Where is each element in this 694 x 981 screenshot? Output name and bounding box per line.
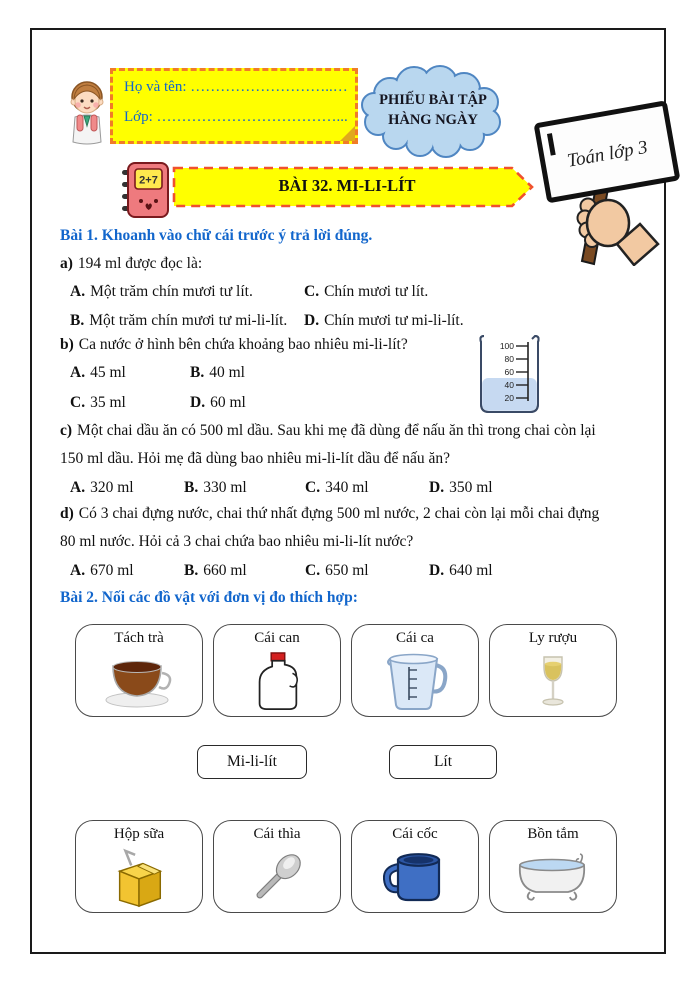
- teacup-icon: [103, 655, 175, 709]
- student-avatar-icon: [62, 80, 112, 148]
- jug-icon: [248, 652, 306, 712]
- bathtub-icon: [516, 852, 590, 904]
- card-label: Cái can: [254, 630, 300, 646]
- measuring-beaker-icon: [475, 333, 543, 415]
- name-field: Họ và tên: ………………………..…: [124, 79, 348, 95]
- beaker-scale-40: 40: [504, 380, 514, 390]
- object-card-measuring-cup: [351, 624, 479, 717]
- option: B. 40 ml: [190, 364, 245, 381]
- card-label: Cái thìa: [253, 826, 301, 842]
- card-label: Ly rượu: [528, 630, 578, 646]
- option: C. Chín mươi tư lít.: [304, 283, 429, 300]
- object-card-teacup: [75, 624, 203, 717]
- student-info-box: [110, 68, 358, 144]
- sign-text: Toán lớp 3: [565, 136, 650, 172]
- option: D. 350 ml: [429, 479, 493, 496]
- notebook-icon: [118, 161, 170, 219]
- class-field: Lớp: ………………………………...: [124, 109, 348, 125]
- object-card-bathtub: [489, 820, 617, 913]
- unit-label: Mi-li-lít: [227, 753, 277, 770]
- question-b-text: Ca nước ở hình bên chứa khoảng bao nhiêu mi-li-lít?: [78, 336, 408, 353]
- question-c-line2: 150 ml dầu. Hỏi mẹ đã dùng bao nhiêu mi-li-lít dầu để nấu ăn?: [60, 450, 450, 467]
- question-a-text: 194 ml được đọc là:: [77, 255, 203, 272]
- beaker-scale-60: 60: [504, 367, 514, 377]
- option: A. Một trăm chín mươi tư lít.: [70, 283, 253, 300]
- milk-carton-icon: [109, 848, 169, 908]
- option: C. 650 ml: [305, 562, 369, 579]
- object-card-mug: [351, 820, 479, 913]
- card-label: Cái ca: [396, 630, 434, 646]
- card-label: Bồn tắm: [527, 826, 579, 842]
- question-d-label: d): [60, 505, 74, 522]
- option: A. 45 ml: [70, 364, 126, 381]
- notebook-badge-text: 2+7: [139, 174, 158, 187]
- option: C. 340 ml: [305, 479, 369, 496]
- option: B. Một trăm chín mươi tư mi-li-lít.: [70, 312, 288, 329]
- card-label: Cái cốc: [392, 826, 438, 842]
- option: B. 330 ml: [184, 479, 247, 496]
- sheet-title: [368, 90, 498, 130]
- folded-corner: [340, 126, 355, 141]
- object-card-wine-glass: [489, 624, 617, 717]
- hand-sign-illustration: [504, 56, 684, 266]
- option: D. 60 ml: [190, 394, 246, 411]
- sheet-title-line1: PHIẾU BÀI TẬP: [379, 92, 487, 108]
- beaker-scale-20: 20: [504, 393, 514, 403]
- question-b: [60, 336, 408, 354]
- object-card-jug: [213, 624, 341, 717]
- page-border: [30, 28, 666, 954]
- unit-card-liter: [389, 745, 497, 779]
- lesson-title: BÀI 32. MI-LI-LÍT: [278, 176, 416, 195]
- card-label: Hộp sữa: [113, 826, 165, 842]
- question-a: [60, 255, 202, 273]
- option: D. 640 ml: [429, 562, 493, 579]
- option: C. 35 ml: [70, 394, 126, 411]
- question-d-line1: d) Có 3 chai đựng nước, chai thứ nhất đựng 500 ml nước, 2 chai còn lại mỗi chai đựng: [60, 505, 600, 522]
- option: B. 660 ml: [184, 562, 247, 579]
- unit-card-milliliter: [197, 745, 307, 779]
- mug-icon: [383, 851, 447, 905]
- measuring-cup-icon: [382, 653, 448, 711]
- sheet-title-line2: HÀNG NGÀY: [388, 112, 478, 128]
- option: D. Chín mươi tư mi-li-lít.: [304, 312, 464, 329]
- beaker-scale-80: 80: [504, 354, 514, 364]
- exercise1-heading: Bài 1. Khoanh vào chữ cái trước ý trả lời đúng.: [60, 227, 373, 244]
- option: A. 670 ml: [70, 562, 134, 579]
- object-card-spoon: [213, 820, 341, 913]
- card-label: Tách trà: [114, 630, 164, 646]
- question-d-line2: 80 ml nước. Hỏi cả 3 chai chứa bao nhiêu mi-li-lít nước?: [60, 533, 414, 550]
- object-card-milk-carton: [75, 820, 203, 913]
- question-c-line1: c) Một chai dầu ăn có 500 ml dầu. Sau khi mẹ đã dùng để nấu ăn thì trong chai còn lại: [60, 422, 596, 439]
- question-c-label: c): [60, 422, 73, 439]
- wine-glass-icon: [537, 656, 569, 708]
- option: A. 320 ml: [70, 479, 134, 496]
- beaker-scale-100: 100: [499, 341, 514, 351]
- exercise2-heading: Bài 2. Nối các đồ vật với đơn vị đo thích hợp:: [60, 589, 358, 606]
- question-b-label: b): [60, 336, 74, 353]
- spoon-icon: [246, 849, 308, 907]
- unit-label: Lít: [433, 753, 453, 770]
- question-a-label: a): [60, 255, 73, 272]
